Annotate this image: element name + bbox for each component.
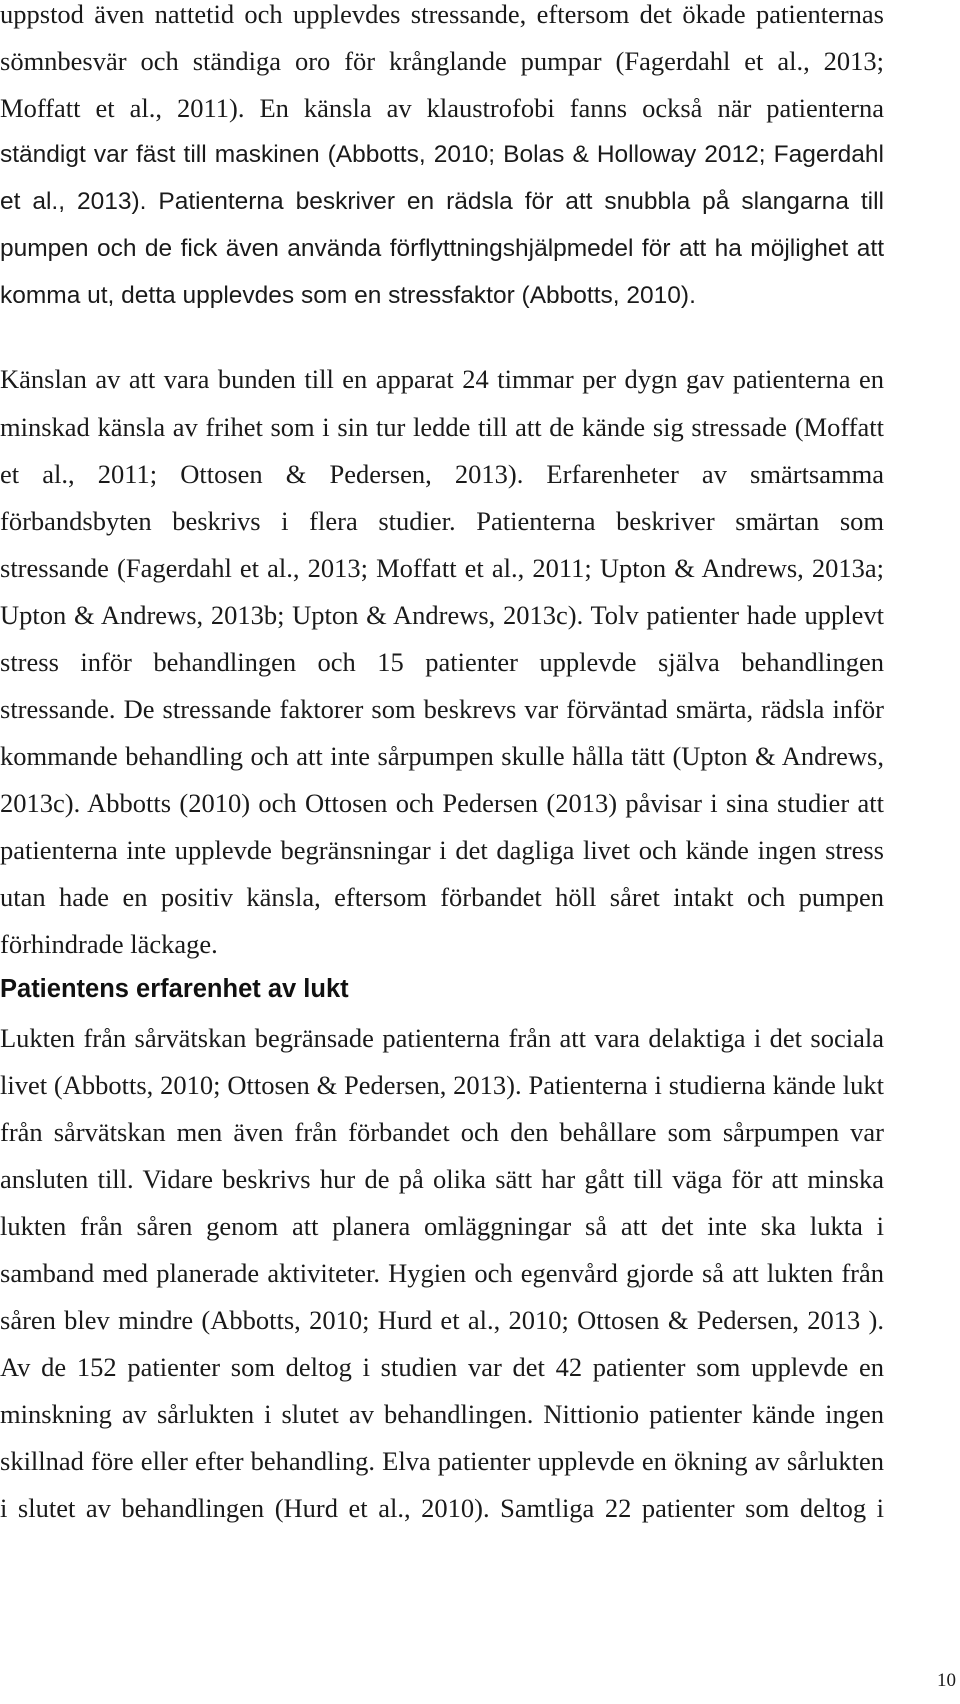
body-text-line: patienterna inte upplevde begränsningar i det dagliga livet och kände ingen stress xyxy=(0,835,884,865)
body-text-line: pumpen och de fick även använda förflyttningshjälpmedel för att ha möjlighet att xyxy=(0,235,884,262)
body-text-line: förhindrade läckage. xyxy=(0,929,218,959)
body-text-line: samband med planerade aktiviteter. Hygien och egenvård gjorde så att lukten från xyxy=(0,1258,884,1288)
body-text-line: 2013c). Abbotts (2010) och Ottosen och Pedersen (2013) påvisar i sina studier att xyxy=(0,788,884,818)
body-text-line: livet (Abbotts, 2010; Ottosen & Pedersen, 2013). Patienterna i studierna kände lukt xyxy=(0,1070,884,1100)
body-text-line: minskning av sårlukten i slutet av behandlingen. Nittionio patienter kände ingen xyxy=(0,1399,884,1429)
body-text-line: såren blev mindre (Abbotts, 2010; Hurd et al., 2010; Ottosen & Pedersen, 2013 ). xyxy=(0,1305,884,1335)
body-text-line: stressande (Fagerdahl et al., 2013; Moffatt et al., 2011; Upton & Andrews, 2013a; xyxy=(0,553,884,583)
body-text-line: sömnbesvär och ständiga oro för krånglande pumpar (Fagerdahl et al., 2013; xyxy=(0,46,884,76)
page-number: 10 xyxy=(937,1670,956,1691)
body-text-line: stressande. De stressande faktorer som beskrevs var förväntad smärta, rädsla inför xyxy=(0,694,884,724)
body-text-line: förbandsbyten beskrivs i flera studier. Patienterna beskriver smärtan som xyxy=(0,506,884,536)
body-text-line: i slutet av behandlingen (Hurd et al., 2010). Samtliga 22 patienter som deltog i xyxy=(0,1493,884,1523)
body-text-line: utan hade en positiv känsla, eftersom förbandet höll såret intakt och pumpen xyxy=(0,882,884,912)
body-text-line: ständigt var fäst till maskinen (Abbotts, 2010; Bolas & Holloway 2012; Fagerdahl xyxy=(0,141,884,168)
body-text-line: et al., 2013). Patienterna beskriver en rädsla för att snubbla på slangarna till xyxy=(0,188,884,215)
section-heading: Patientens erfarenhet av lukt xyxy=(0,975,349,1003)
body-text-line: kommande behandling och att inte sårpumpen skulle hålla tätt (Upton & Andrews, xyxy=(0,741,884,771)
body-text-line: stress inför behandlingen och 15 patienter upplevde själva behandlingen xyxy=(0,647,884,677)
body-text-line: lukten från såren genom att planera omläggningar så att det inte ska lukta i xyxy=(0,1211,884,1241)
body-text-line: komma ut, detta upplevdes som en stressfaktor (Abbotts, 2010). xyxy=(0,282,696,309)
body-text-line: Känslan av att vara bunden till en apparat 24 timmar per dygn gav patienterna en xyxy=(0,364,884,394)
body-text-line: minskad känsla av frihet som i sin tur ledde till att de kände sig stressade (Moffatt xyxy=(0,412,884,442)
body-text-line: skillnad före eller efter behandling. Elva patienter upplevde en ökning av sårlukten xyxy=(0,1446,884,1476)
body-text-line: Moffatt et al., 2011). En känsla av klaustrofobi fanns också när patienterna xyxy=(0,93,884,123)
body-text-line: Lukten från sårvätskan begränsade patienterna från att vara delaktiga i det sociala xyxy=(0,1023,884,1053)
body-text-line: från sårvätskan men även från förbandet och den behållare som sårpumpen var xyxy=(0,1117,884,1147)
body-text-line: Av de 152 patienter som deltog i studien var det 42 patienter som upplevde en xyxy=(0,1352,884,1382)
body-text-line: Upton & Andrews, 2013b; Upton & Andrews, 2013c). Tolv patienter hade upplevt xyxy=(0,600,884,630)
body-text-line: ansluten till. Vidare beskrivs hur de på olika sätt har gått till väga för att minska xyxy=(0,1164,884,1194)
body-text-line: uppstod även nattetid och upplevdes stressande, eftersom det ökade patienternas xyxy=(0,0,884,29)
body-text-line: et al., 2011; Ottosen & Pedersen, 2013). Erfarenheter av smärtsamma xyxy=(0,459,884,489)
